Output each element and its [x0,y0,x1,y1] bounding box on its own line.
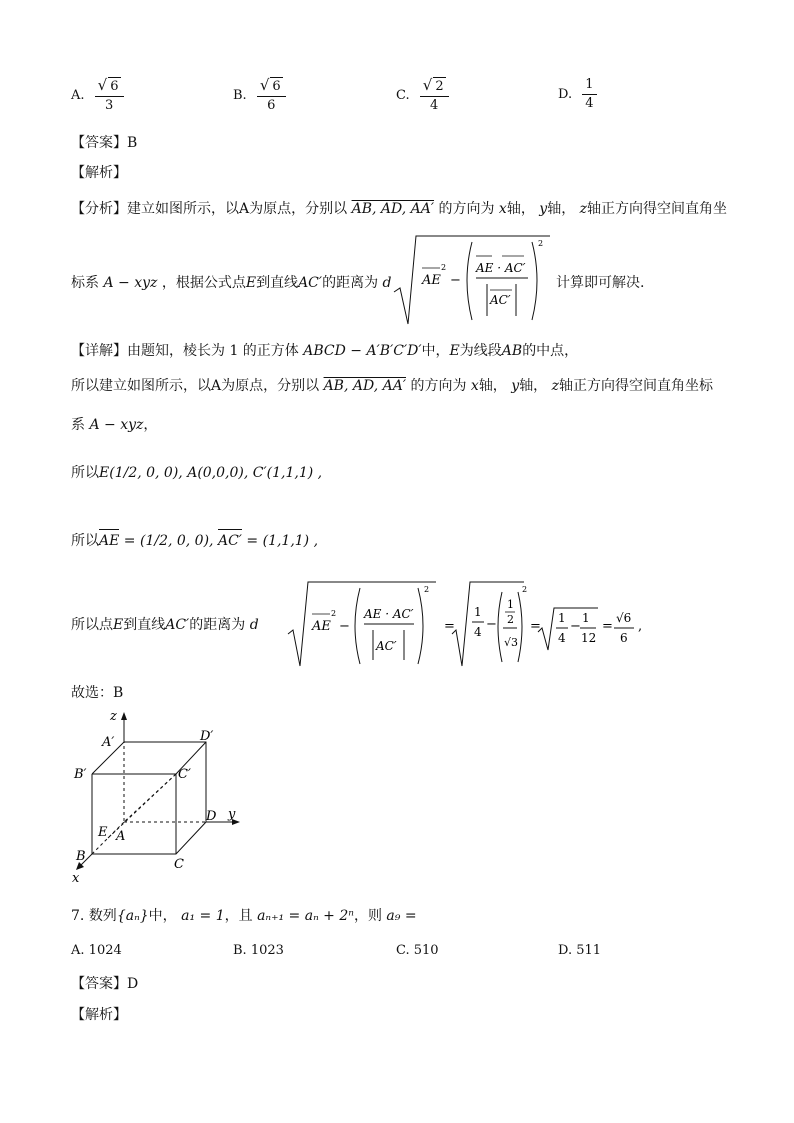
text: 中， [421,343,450,359]
vector-list: AB, AD, AA′ [323,378,406,394]
condition: aₙ₊₁ = aₙ + 2ⁿ [257,908,354,924]
axis-label: z [579,201,588,217]
text: 由题知，棱长为 1 的正方体 [127,343,299,359]
text: ， [143,417,158,433]
option-letter: B. [233,943,247,958]
axis-label: y [539,201,548,217]
answer-label: 【答案】 [71,976,127,992]
text: ，根据公式点 [161,275,246,291]
svg-text:=: = [444,619,455,634]
svg-text:AC′: AC′ [376,639,397,653]
option-denominator: 6 [267,98,276,113]
label-b: B [76,849,86,864]
svg-text:−: − [570,619,581,634]
label-d-prime: D′ [200,729,214,744]
svg-text:2: 2 [507,613,514,626]
line-label: AC′ [165,617,190,633]
svg-text:−: − [450,273,461,288]
svg-text:4: 4 [474,625,482,639]
label-d: D [206,809,217,824]
text: ，且 [224,908,253,924]
vec-ac: AC′ [217,533,242,549]
svg-text:,: , [638,619,643,634]
svg-text:AC′: AC′ [490,293,511,307]
cube-name: ABCD − A′B′C′D′ [303,343,422,359]
svg-text:2: 2 [538,239,544,248]
q6-coords-line [71,462,322,482]
option-value: 510 [413,943,439,958]
label-b-prime: B′ [74,767,87,782]
text: 到直线 [123,617,166,633]
svg-text:=: = [530,619,541,634]
label-a: A [116,829,126,844]
label-e: E [98,825,108,840]
svg-text:2: 2 [522,585,528,594]
point-label: E [245,275,257,291]
svg-text:2: 2 [331,609,337,618]
svg-text:AE: AE [312,619,331,634]
q6-option-a: A. $\frac{√ 6}{3}$ [71,76,124,115]
text: 标系 [71,275,99,291]
q6-option-c: C. $\frac{√ 2}{4}$ [396,76,449,115]
answer-label: 【答案】 [71,135,127,151]
option-value: 511 [576,943,602,958]
text: 数列 [88,908,117,924]
text: 的距离为 [189,617,246,633]
vector-value: = (1,1,1) , [246,533,319,549]
axis-label: x [470,378,479,394]
option-letter: D. [558,87,573,102]
coord-system: A − xyz [89,417,144,433]
line-label: AC′ [298,275,323,291]
text: 的方向为 [438,201,495,217]
xiangjie-label: 【详解】 [71,343,127,359]
d-symbol: d [249,617,259,633]
label-x: x [72,871,80,886]
svg-text:1: 1 [558,611,566,625]
svg-text:1: 1 [507,598,514,611]
q6-final-choice: 故选：B [71,685,124,701]
option-numerator: 2 [435,79,444,94]
q6-xiangjie-line1 [71,340,578,360]
text: 的距离为 [322,275,379,291]
text: 系 [71,417,85,433]
text: 轴， [506,201,535,217]
q7-stem [71,905,417,925]
q6-analysis-label: 【解析】 [71,165,127,181]
label-y: y [228,807,236,822]
vec-ae: AE [99,533,120,549]
point-label: E [113,617,124,633]
svg-text:=: = [602,619,613,634]
text: 建立如图所示，以A为原点，分别以 [127,201,348,217]
square-exponent: 2 [441,263,447,272]
option-denominator: 3 [104,98,114,113]
distance-formula-1 [392,232,552,328]
svg-text:−: − [486,617,497,632]
axis-label: z [551,378,560,394]
text: 所以建立如图所示，以A为原点，分别以 [71,378,320,394]
vec-ae-symbol: AE [422,273,441,288]
text: 所以 [71,465,99,481]
option-value: 1023 [250,943,284,958]
svg-text:−: − [339,619,350,634]
text: ，则 [353,908,382,924]
q7-option-c [396,943,439,958]
svg-text:1: 1 [474,605,482,619]
svg-text:√3: √3 [504,636,519,649]
vector-list: AB, AD, AA′ [351,201,435,217]
q7-option-a [71,943,122,958]
axis-label: x [498,201,507,217]
text: 到直线 [256,275,299,291]
segment-label: AB [501,343,523,359]
q7-analysis-label: 【解析】 [71,1007,127,1023]
text: 轴正方向得空间直角坐 [587,201,728,217]
vector-value: = (1/2, 0, 0), [123,533,214,549]
option-letter: B. [233,88,247,103]
q6-distance-line [71,614,259,634]
text: 轴， [547,201,576,217]
distance-formula-2 [286,578,656,670]
svg-text:1: 1 [582,611,590,625]
label-a-prime: A′ [102,735,115,750]
label-c-prime: C′ [178,767,191,782]
text: 轴正方向得空间直角坐标 [559,378,714,394]
svg-text:6: 6 [620,631,628,645]
option-value: 1024 [88,943,122,958]
coord-system: A − xyz [103,275,158,291]
question-number: 7. [71,908,85,924]
text: 轴， [478,378,507,394]
label-z: z [110,709,117,724]
fenxi-label: 【分析】 [71,201,127,217]
option-numerator: 6 [110,79,119,94]
svg-text:AE · AC′: AE · AC′ [476,261,526,275]
question-ask: a₉ = [386,908,417,924]
option-letter: A. [71,88,85,103]
answer-value: D [127,976,139,992]
q7-option-d [558,943,601,958]
text: 为线段 [459,343,502,359]
sequence: {aₙ} [116,908,149,924]
q6-xiangjie-line2 [71,375,713,395]
condition: a₁ = 1 [181,908,225,924]
svg-text:AE · AC′: AE · AC′ [364,607,414,621]
q6-fenxi-line2 [71,272,392,292]
axis-label: y [511,378,520,394]
option-letter: A. [71,943,85,958]
cube-figure [70,708,250,886]
text: 中， [148,908,177,924]
d-symbol: d [382,275,392,291]
q6-vectors-line [71,530,318,550]
svg-text:2: 2 [424,585,430,594]
option-numerator: 1 [582,76,596,95]
svg-text:12: 12 [581,631,597,645]
label-c: C [174,857,184,872]
answer-value: B [127,135,138,151]
fenxi-tail: 计算即可解决. [556,275,645,291]
q7-answer [71,973,138,993]
text: 轴， [519,378,548,394]
coordinates: (1/2, 0, 0), A(0,0,0), C′(1,1,1) , [109,465,323,481]
point-label: E [99,465,110,481]
option-letter: D. [558,943,573,958]
text: 所以 [71,533,99,549]
q6-option-d [558,76,597,113]
option-numerator: 6 [272,79,281,94]
text: 的中点， [522,343,579,359]
q6-option-b: B. $\frac{√ 6}{6}$ [233,76,286,115]
option-letter: C. [396,943,410,958]
point-label: E [449,343,460,359]
q6-xiangjie-line3 [71,414,157,434]
q7-option-b [233,943,284,958]
text: 所以点 [71,617,113,633]
q6-fenxi-line1 [71,198,727,218]
option-denominator: 4 [430,98,439,113]
option-letter: C. [396,88,410,103]
text: 的方向为 [410,378,467,394]
svg-text:√6: √6 [616,611,632,625]
q6-answer [71,132,137,152]
svg-text:4: 4 [558,631,566,645]
option-denominator: 4 [585,96,594,111]
